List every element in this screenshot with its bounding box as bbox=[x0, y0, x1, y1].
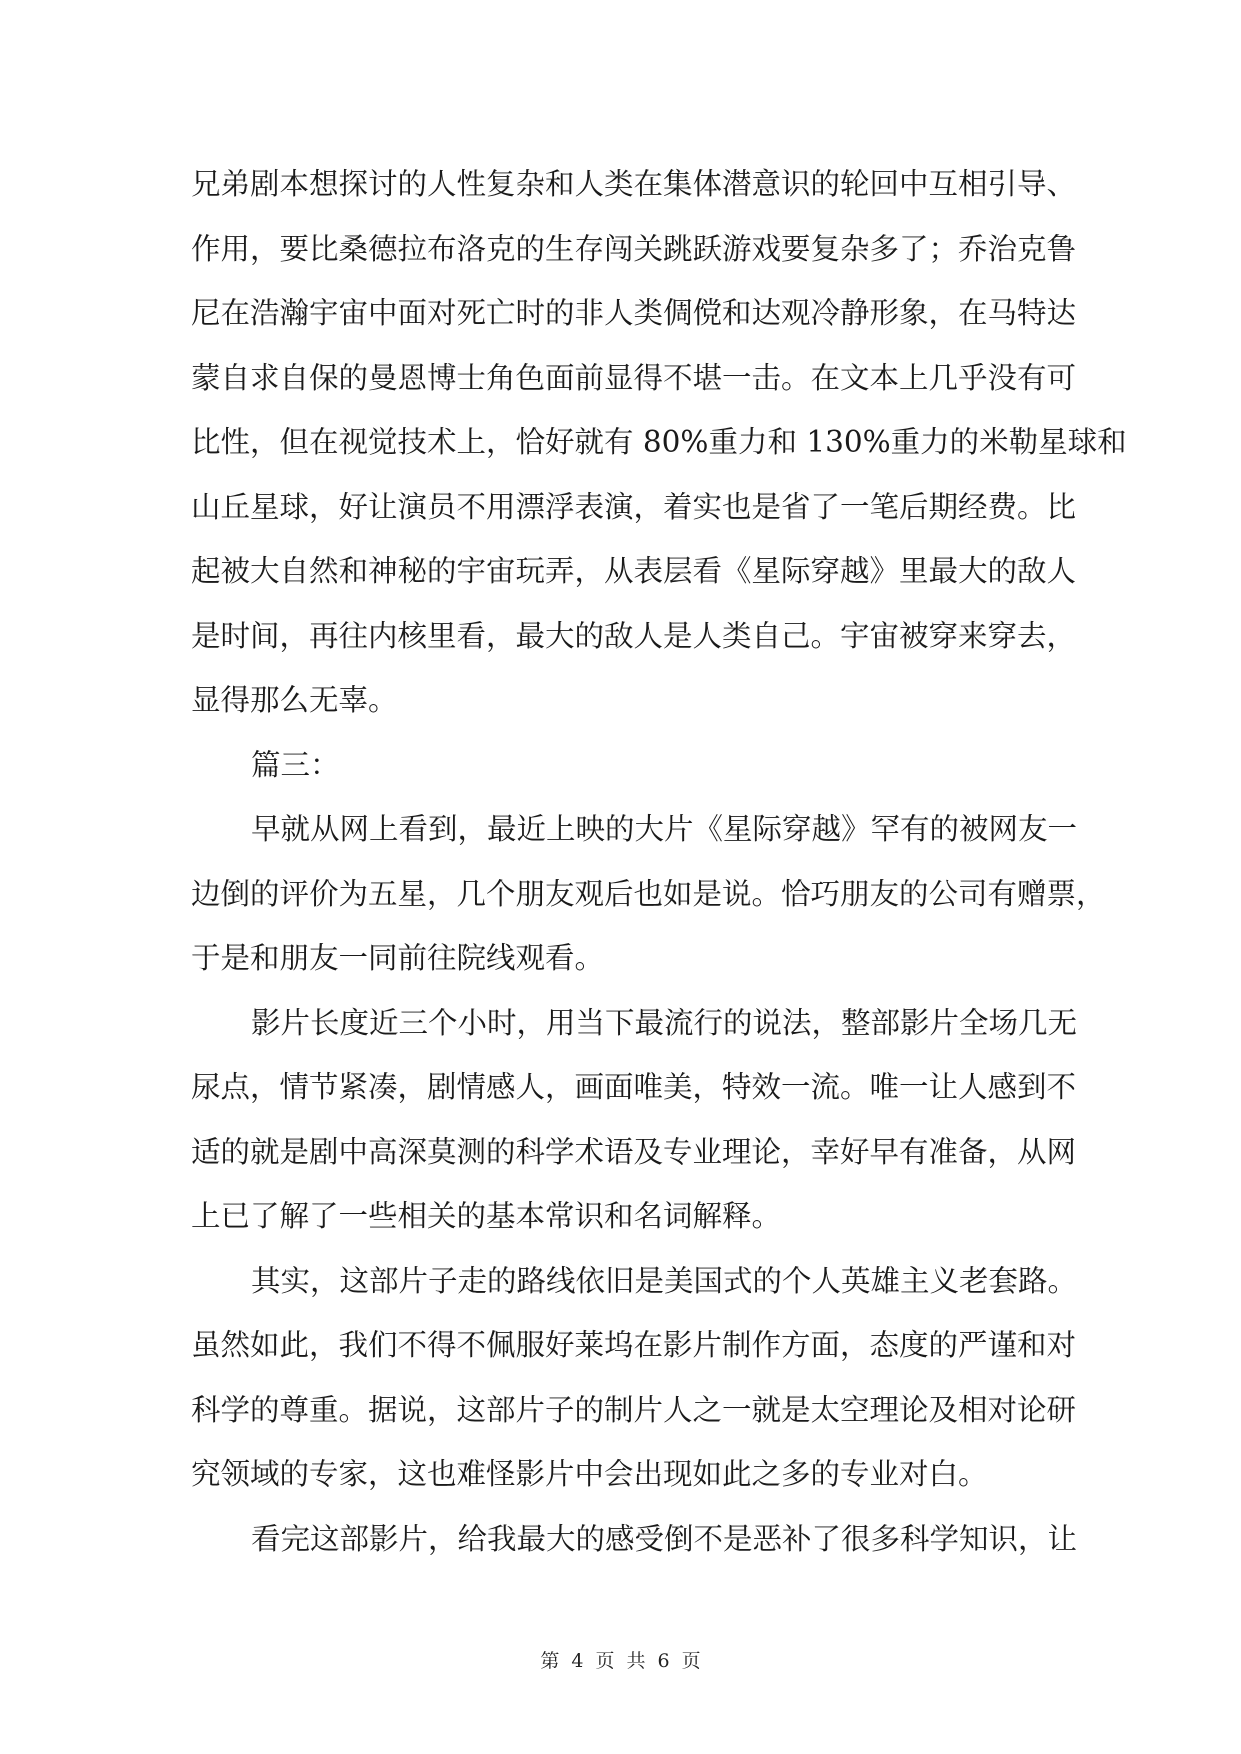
section-heading: 篇三： bbox=[251, 747, 340, 782]
text-line: 起被大自然和神秘的宇宙玩弄，从表层看《星际穿越》里最大的敌人 bbox=[191, 554, 1077, 588]
text-line: 究领域的专家，这也难怪影片中会出现如此之多的专业对白。 bbox=[191, 1457, 988, 1491]
page-footer: 第 4 页 共 6 页 bbox=[540, 1650, 701, 1672]
text-line: 显得那么无辜。 bbox=[191, 683, 398, 717]
text-line: 上已了解了一些相关的基本常识和名词解释。 bbox=[191, 1199, 782, 1233]
text-line: 科学的尊重。据说，这部片子的制片人之一就是太空理论及相对论研 bbox=[191, 1392, 1077, 1427]
text-line: 于是和朋友一同前往院线观看。 bbox=[191, 941, 605, 975]
text-line: 早就从网上看到，最近上映的大片《星际穿越》罕有的被网友一 bbox=[251, 812, 1078, 846]
text-line: 作用，要比桑德拉布洛克的生存闯关跳跃游戏要复杂多了；乔治克鲁 bbox=[191, 231, 1077, 266]
text-line: 尿点，情节紧凑，剧情感人，画面唯美，特效一流。唯一让人感到不 bbox=[191, 1070, 1077, 1104]
text-line: 边倒的评价为五星，几个朋友观后也如是说。恰巧朋友的公司有赠票， bbox=[191, 876, 1106, 911]
text-line: 其实，这部片子走的路线依旧是美国式的个人英雄主义老套路。 bbox=[251, 1263, 1078, 1298]
text-line: 兄弟剧本想探讨的人性复杂和人类在集体潜意识的轮回中互相引导、 bbox=[191, 167, 1077, 201]
text-line: 山丘星球，好让演员不用漂浮表演，着实也是省了一笔后期经费。比 bbox=[191, 489, 1077, 524]
body-text bbox=[191, 152, 1127, 1571]
text-line: 虽然如此，我们不得不佩服好莱坞在影片制作方面，态度的严谨和对 bbox=[191, 1328, 1077, 1362]
text-line: 尼在浩瀚宇宙中面对死亡时的非人类倜傥和达观冷静形象，在马特达 bbox=[191, 296, 1077, 330]
text-line: 是时间，再往内核里看，最大的敌人是人类自己。宇宙被穿来穿去， bbox=[191, 618, 1077, 653]
text-line: 蒙自求自保的曼恩博士角色面前显得不堪一击。在文本上几乎没有可 bbox=[191, 360, 1077, 395]
text-line: 适的就是剧中高深莫测的科学术语及专业理论，幸好早有准备，从网 bbox=[191, 1134, 1077, 1169]
text-line: 影片长度近三个小时，用当下最流行的说法，整部影片全场几无 bbox=[251, 1005, 1078, 1040]
text-line: 看完这部影片，给我最大的感受倒不是恶补了很多科学知识，让 bbox=[251, 1521, 1078, 1556]
text-line: 比性，但在视觉技术上，恰好就有 80%重力和 130%重力的米勒星球和 bbox=[191, 425, 1127, 459]
